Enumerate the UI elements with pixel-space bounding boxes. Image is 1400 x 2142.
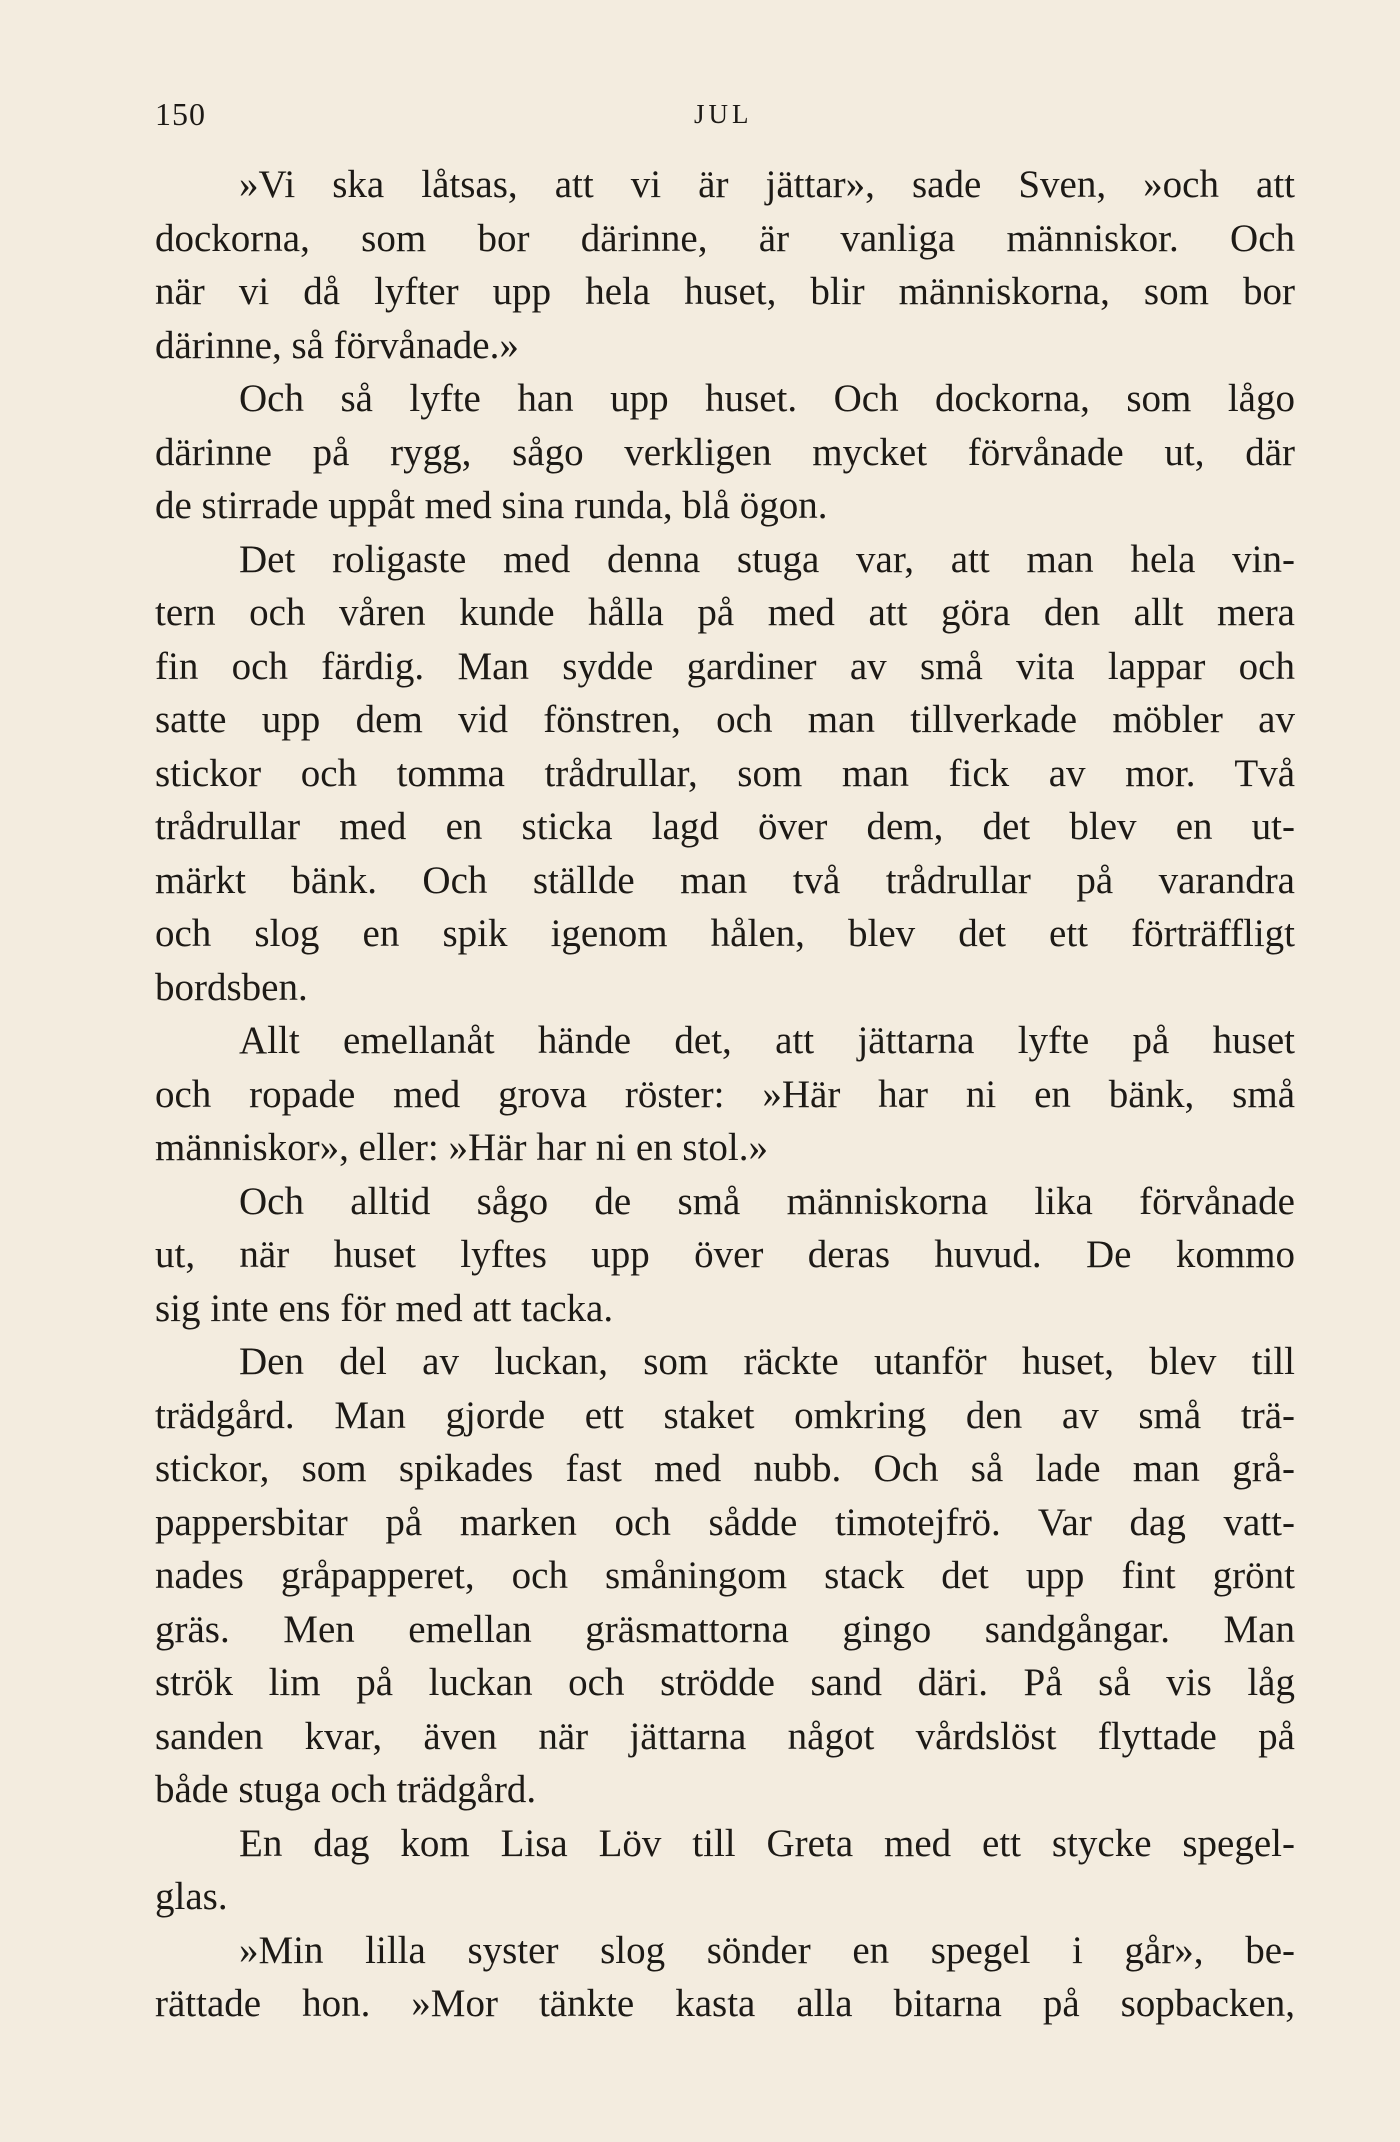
text-line: de stirrade uppåt med sina runda, blå ögon.	[155, 484, 828, 527]
text-line: nades gråpapperet, och småningom stack det upp fint grönt	[155, 1554, 1295, 1597]
text-line: Den del av luckan, som räckte utanför huset, blev till	[239, 1340, 1295, 1383]
text-line: glas.	[155, 1875, 228, 1918]
text-line: märkt bänk. Och ställde man två trådrullar på varandra	[155, 858, 1295, 902]
text-line: »Min lilla syster slog sönder en spegel i går», be-	[239, 1928, 1295, 1972]
text-line: sig inte ens för med att tacka.	[155, 1286, 614, 1330]
text-line: trädgård. Man gjorde ett staket omkring den av små trä-	[155, 1393, 1295, 1437]
text-line: ut, när huset lyftes upp över deras huvud. De kommo	[155, 1233, 1295, 1276]
text-line: trådrullar med en sticka lagd över dem, det blev en ut-	[155, 805, 1295, 848]
text-line: därinne på rygg, sågo verkligen mycket förvånade ut, där	[155, 430, 1295, 474]
page-number: 150	[155, 96, 206, 132]
text-line: gräs. Men emellan gräsmattorna gingo sandgångar. Man	[155, 1607, 1295, 1651]
text-line: dockorna, som bor därinne, är vanliga människor. Och	[155, 216, 1295, 260]
text-line: bordsben.	[155, 965, 308, 1009]
text-line: både stuga och trädgård.	[155, 1768, 537, 1811]
text-line: satte upp dem vid fönstren, och man tillverkade möbler av	[155, 698, 1295, 741]
body-text	[155, 158, 1295, 2031]
text-line: tern och våren kunde hålla på med att göra den allt mera	[155, 591, 1295, 634]
text-line: sanden kvar, även när jättarna något vårdslöst flyttade på	[155, 1714, 1295, 1758]
text-line: rättade hon. »Mor tänkte kasta alla bitarna på sopbacken,	[155, 1982, 1295, 2025]
text-line: Det roligaste med denna stuga var, att man hela vin-	[239, 537, 1295, 581]
text-line: och slog en spik igenom hålen, blev det ett förträffligt	[155, 912, 1295, 955]
text-line: pappersbitar på marken och sådde timotejfrö. Var dag vatt-	[155, 1500, 1295, 1544]
text-line: stickor, som spikades fast med nubb. Och så lade man grå-	[155, 1447, 1295, 1490]
text-line: Allt emellanåt hände det, att jättarna lyfte på huset	[239, 1019, 1295, 1062]
text-line: Och alltid sågo de små människorna lika förvånade	[239, 1179, 1295, 1223]
text-line: människor», eller: »Här har ni en stol.»	[155, 1126, 769, 1169]
running-head: JUL	[694, 99, 753, 129]
text-line: Och så lyfte han upp huset. Och dockorna, som lågo	[239, 377, 1295, 420]
text-line: strök lim på luckan och strödde sand däri. På så vis låg	[155, 1661, 1295, 1704]
text-line: och ropade med grova röster: »Här har ni en bänk, små	[155, 1072, 1295, 1116]
text-line: fin och färdig. Man sydde gardiner av små vita lappar och	[155, 644, 1295, 688]
text-line: när vi då lyfter upp hela huset, blir människorna, som bor	[155, 270, 1295, 313]
text-line: En dag kom Lisa Löv till Greta med ett stycke spegel-	[239, 1821, 1295, 1865]
text-line: därinne, så förvånade.»	[155, 323, 519, 367]
text-line: stickor och tomma trådrullar, som man fick av mor. Två	[155, 751, 1295, 795]
text-line: »Vi ska låtsas, att vi är jättar», sade Sven, »och att	[239, 163, 1295, 206]
